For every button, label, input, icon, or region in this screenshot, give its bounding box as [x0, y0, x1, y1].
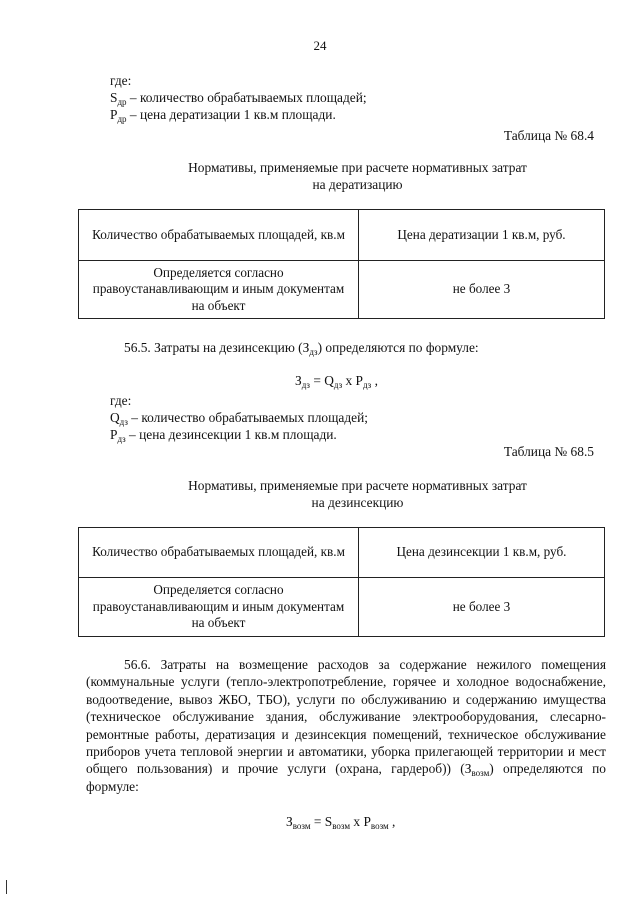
definition-q-dz: $Q_{дз}$ – количество обрабатываемых площадей;: [110, 410, 368, 427]
section-56-6-paragraph: 56.6. Затраты на возмещение расходов за содержание нежилого помещения (коммунальные услуги (тепло-электропотребление, горячее и холодное водоснабжение, водоотведение, вывоз ЖБО, ТБО), услуги по обслуживанию и содержанию имущества (техническое обслуживание здания, обслуживание электрооборудования, слесарно-ремонтные работы, дератизация и дезинсекция помещений, техническое обслуживание приборов учета тепловой энергии и автоматики, уборка прилегающей территории и мест общего пользования) и прочие услуги (охрана, гардероб)) $(З_{возм})$ определяются по формуле:: [86, 657, 606, 794]
table-header-cell: Количество обрабатываемых площадей, кв.м: [79, 528, 359, 578]
table-caption: на дератизацию: [312, 177, 403, 192]
formula-vozm: $З_{возм} = S_{возм}$ х $P_{возм}$ ,: [286, 814, 396, 831]
table-header-cell: Количество обрабатываемых площадей, кв.м: [79, 210, 359, 261]
table-cell: не более 3: [359, 261, 605, 319]
definition-s-dr: $S_{др}$ – количество обрабатываемых площадей;: [110, 90, 367, 107]
table-label: Таблица № 68.5: [503, 444, 594, 459]
table-caption: на дезинсекцию: [311, 495, 404, 510]
definition-p-dr: $P_{др}$ – цена дератизации 1 кв.м площади.: [110, 107, 336, 124]
norms-table-deratization: [78, 209, 605, 319]
norms-table-disinsection: [78, 527, 605, 637]
formula-dz: $З_{дз} = Q_{дз}$ х $P_{дз}$ ,: [295, 373, 378, 390]
table-header-cell: Цена дератизации 1 кв.м, руб.: [359, 210, 605, 261]
table-cell: не более 3: [359, 578, 605, 637]
where-label: где:: [110, 393, 132, 408]
section-56-5-intro: 56.5. Затраты на дезинсекцию $(З_{дз})$ определяются по формуле:: [124, 340, 479, 357]
table-caption: Нормативы, применяемые при расчете нормативных затрат: [188, 478, 527, 493]
table-header-cell: Цена дезинсекции 1 кв.м, руб.: [359, 528, 605, 578]
page-number: 24: [313, 38, 327, 53]
table-label: Таблица № 68.4: [503, 128, 594, 143]
table-cell: Определяется согласно правоустанавливающим и иным документам на объект: [79, 261, 359, 319]
definition-p-dz: $P_{дз}$ – цена дезинсекции 1 кв.м площади.: [110, 427, 337, 444]
scan-margin-mark: [6, 880, 7, 894]
where-label: где:: [110, 73, 132, 88]
table-cell: Определяется согласно правоустанавливающим и иным документам на объект: [79, 578, 359, 637]
table-caption: Нормативы, применяемые при расчете нормативных затрат: [188, 160, 527, 175]
